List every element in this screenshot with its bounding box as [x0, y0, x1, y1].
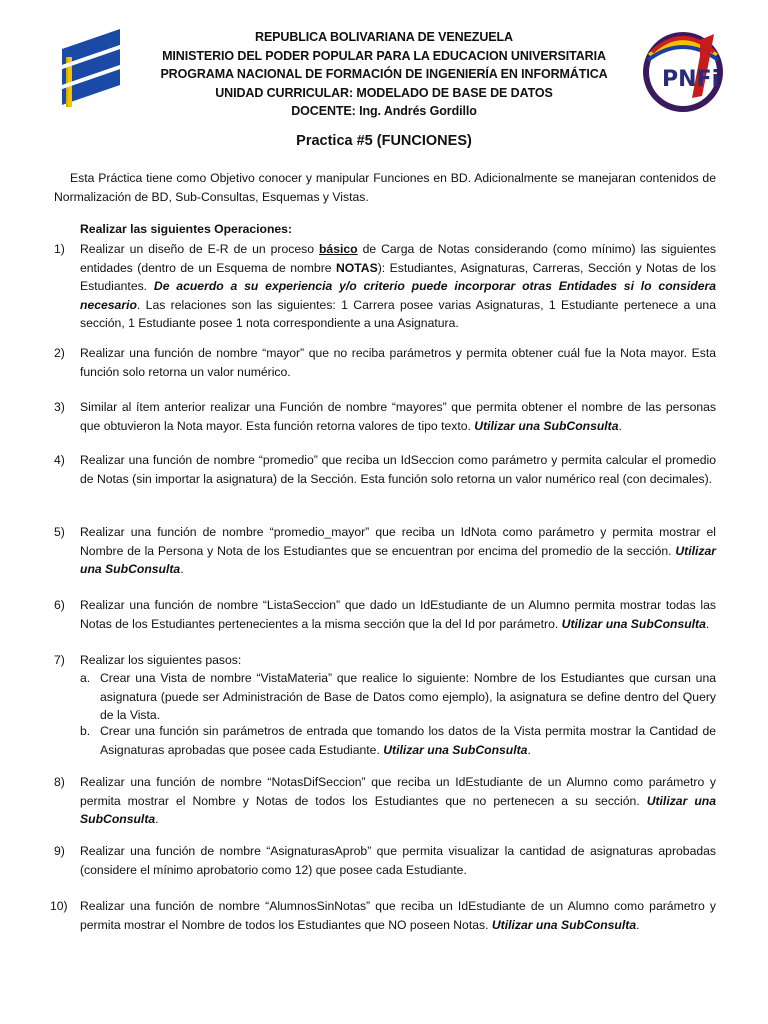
- operations-heading: Realizar las siguientes Operaciones:: [80, 222, 293, 236]
- intro-paragraph: [54, 169, 716, 206]
- sub-item-letter: a.: [80, 671, 91, 685]
- item-emphasis: Utilizar una SubConsulta: [561, 616, 706, 631]
- item-number: 3): [54, 400, 65, 414]
- item-text-part: Realizar una función de nombre “AsignaturasAprob” que permita visualizar la cantidad de asignaturas aprobadas (considere el mínimo aprobatorio como 12) que posee cada Estudiante.: [80, 844, 716, 877]
- item-text-part: ): Estudiantes, Asignaturas, Carreras, Sección y Notas de los Estudiantes.: [80, 260, 716, 293]
- item-text: [80, 240, 716, 333]
- header-line-4: UNIDAD CURRICULAR: MODELADO DE BASE DE DATOS: [215, 85, 553, 100]
- item-text-part: de Carga de Notas considerando (como mínimo) las siguientes entidades (dentro de un Esquema de nombre: [80, 242, 716, 275]
- item-text: [80, 344, 716, 381]
- item-text: [80, 523, 716, 579]
- item-emphasis: Utilizar una SubConsulta: [383, 742, 528, 757]
- item-text-part: Similar al ítem anterior realizar una Función de nombre “mayores” que permita obtener el nombre de las personas que obtuvieron la Nota mayor. Esta función retorna valores de tipo texto.: [80, 400, 716, 433]
- item-text-part: .: [705, 616, 710, 631]
- item-text-part: .: [527, 742, 531, 757]
- item-bold: NOTAS: [335, 260, 378, 275]
- item-text-part: .: [636, 917, 640, 932]
- item-text-part: Realizar una función de nombre “promedio_mayor” que reciba un IdNota como parámetro y permita mostrar el Nombre de la Persona y Nota de los Estudiantes que se encuentran por encima del promedio de la sección.: [80, 525, 716, 558]
- item-text: [80, 451, 716, 488]
- item-emphasis: Utilizar una SubConsulta: [474, 418, 619, 433]
- header-line-5: [140, 102, 628, 121]
- item-text: [80, 897, 716, 934]
- item-number: 5): [54, 525, 65, 539]
- header-line-1: REPUBLICA BOLIVARIANA DE VENEZUELA: [255, 30, 513, 44]
- item-underlined: básico: [318, 242, 358, 256]
- item-number: 8): [54, 775, 65, 789]
- item-text-part: Realizar un diseño de E-R de un proceso: [80, 242, 319, 256]
- sub-item-text: [100, 722, 716, 759]
- item-text-part: Realizar una función de nombre “promedio” que reciba un IdSeccion como parámetro y permita calcular el promedio de Notas (sin importar la asignatura) de la Sección. Esta función solo retorna un valor numérico real (con decimales).: [80, 453, 716, 486]
- item-text-part: Realizar los siguientes pasos:: [80, 653, 242, 667]
- item-number: 10): [50, 899, 68, 913]
- docente-label: DOCENTE: Ing.: [291, 104, 384, 118]
- item-emphasis: Utilizar una SubConsulta: [491, 917, 637, 932]
- item-text-part: Realizar una función de nombre “mayor” que no reciba parámetros y permita obtener cuál fue la Nota mayor. Esta función solo retorna un valor numérico.: [80, 346, 716, 379]
- item-number: 2): [54, 346, 65, 360]
- item-text: [80, 398, 716, 435]
- item-text: [80, 773, 716, 829]
- item-text-part: .: [155, 812, 159, 826]
- item-text-part: Realizar una función de nombre “AlumnosSinNotas” que reciba un IdEstudiante de un Alumno como parámetro y permita mostrar el Nombre de todos los Estudiantes que NO poseen Notas.: [80, 899, 716, 932]
- docente-name: Andrés Gordillo: [383, 104, 477, 118]
- item-text-part: .: [180, 562, 184, 576]
- item-emphasis: De acuerdo a su experiencia y/o criterio puede incorporar otras Entidades si lo considera necesario: [80, 279, 716, 312]
- item-number: 9): [54, 844, 65, 858]
- header-line-3: PROGRAMA NACIONAL DE FORMACIÓN DE INGENIERÍA EN INFORMÁTICA: [160, 67, 608, 81]
- item-text-part: Realizar una función de nombre “ListaSeccion” que dado un IdEstudiante de un Alumno permita mostrar todas las Notas de los Estudiantes pertenecientes a la misma sección que la del Id por parámetro.: [80, 598, 716, 631]
- item-number: 1): [54, 242, 65, 256]
- item-text-part: Realizar una función de nombre “NotasDifSeccion” que reciba un IdEstudiante de un Alumno como parámetro y permita mostrar el Nombre y Notas de todos los Estudiantes que no pertenecen a su sección.: [80, 775, 716, 808]
- document-header: [140, 28, 628, 121]
- item-text: [80, 651, 716, 670]
- item-text: [80, 596, 716, 633]
- item-text: [80, 842, 716, 879]
- intro-text: Esta Práctica tiene como Objetivo conocer y manipular Funciones en BD. Adicionalmente se manejaran contenidos de Normalización de BD, Sub-Consultas, Esquemas y Vistas.: [54, 171, 716, 204]
- university-logo-left: [60, 27, 122, 111]
- item-text-part: .: [618, 418, 622, 433]
- sub-item-text: Crear una Vista de nombre “VistaMateria” que realice lo siguiente: Nombre de los Estudiantes que cursan una asignatura (puede ser Administración de Base de Datos como ejemplo), la asignatura se define dentro del Query de la Vista.: [100, 671, 716, 722]
- sub-item-letter: b.: [80, 724, 91, 738]
- item-number: 6): [54, 598, 65, 612]
- pnfi-logo-text: PNFi: [662, 67, 720, 92]
- item-emphasis: Utilizar una SubConsulta: [80, 543, 716, 576]
- header-line-2: MINISTERIO DEL PODER POPULAR PARA LA EDUCACION UNIVERSITARIA: [162, 48, 606, 63]
- pnfi-logo: [640, 26, 726, 116]
- item-text-part: . Las relaciones son las siguientes: 1 Carrera posee varias Asignaturas, 1 Estudiante pertenece a una sección, 1 Estudiante posee 1 nota correspondiente a una Asignatura.: [80, 297, 716, 330]
- item-number: 4): [54, 453, 65, 467]
- item-text-part: Crear una función sin parámetros de entrada que tomando los datos de la Vista permita mostrar la Cantidad de Asignaturas aprobadas que posee cada Estudiante.: [100, 724, 716, 757]
- page-title: Practica #5 (FUNCIONES): [296, 133, 472, 149]
- item-number: 7): [54, 653, 65, 667]
- item-emphasis: Utilizar una SubConsulta: [80, 793, 716, 826]
